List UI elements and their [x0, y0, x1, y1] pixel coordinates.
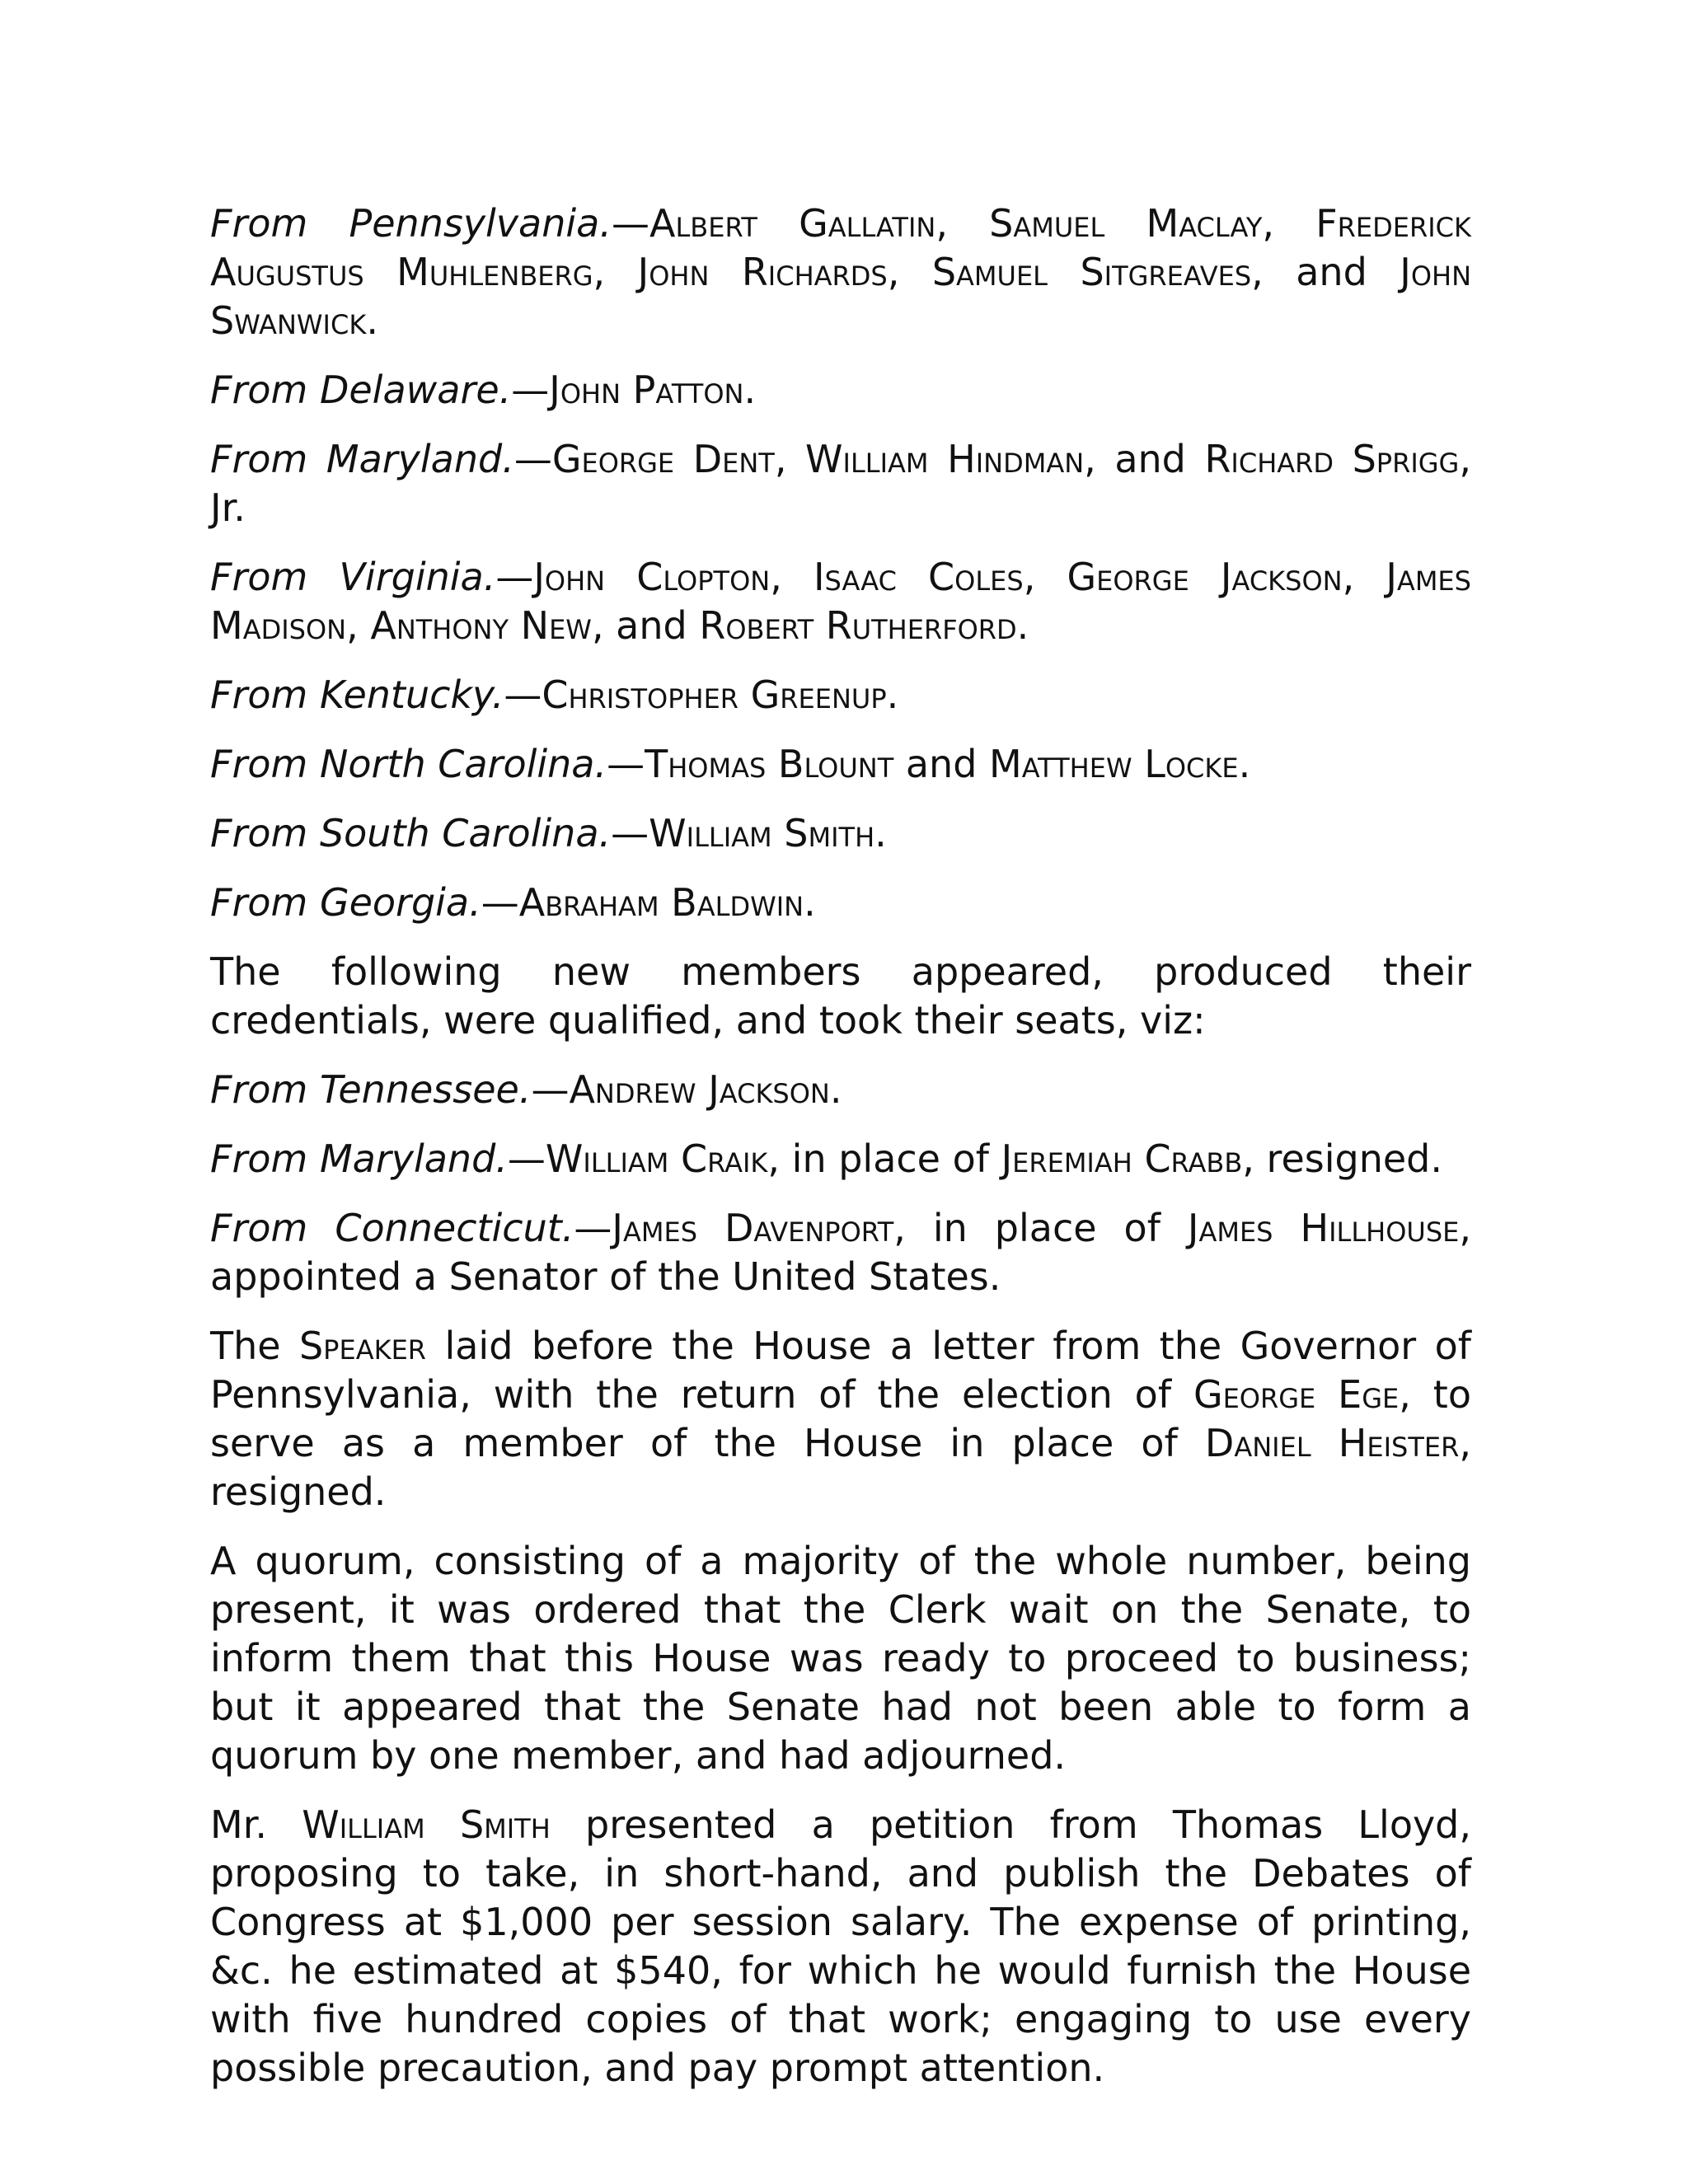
- paragraph: [210, 1135, 1471, 1183]
- body-text: —: [531, 1067, 570, 1112]
- paragraph: [210, 366, 1471, 415]
- body-text: .: [1016, 603, 1029, 648]
- person-name: William Smith: [649, 811, 875, 855]
- person-name: Jeremiah Crabb: [1001, 1137, 1243, 1181]
- body-text: The: [210, 1324, 299, 1368]
- body-text: —: [611, 201, 649, 246]
- body-text: , Jr.: [210, 437, 1471, 530]
- body-text: —: [504, 673, 542, 717]
- body-text: —: [481, 880, 519, 925]
- body-text: ,: [887, 250, 932, 294]
- body-text: ,: [770, 555, 814, 599]
- person-name: Christopher Greenup: [542, 673, 887, 717]
- body-text: ,: [346, 603, 371, 648]
- body-text: presented a petition from Thomas Lloyd, proposing to take, in short-hand, and publish the Debates of Congress at $1,000 per session salary. The expense of printing, &c. he estimated at $540, for which he would furnish the House with five hundred copies of that work; engaging to use every possible precaution, and pay prompt attention.: [210, 1802, 1472, 2090]
- state-heading: From South Carolina.: [210, 811, 612, 855]
- person-name: Thomas Blount: [645, 742, 894, 786]
- state-heading: From Virginia.: [210, 555, 496, 599]
- person-name: Anthony New: [370, 603, 592, 648]
- body-text: .: [874, 811, 887, 855]
- person-name: William Hindman: [805, 437, 1085, 481]
- body-text: —: [507, 1137, 546, 1181]
- body-text: , and: [1251, 250, 1400, 294]
- body-text: Mr.: [210, 1802, 302, 1847]
- person-name: James Hillhouse: [1187, 1206, 1460, 1250]
- person-name: Samuel Sitgreaves: [931, 250, 1252, 294]
- body-text: .: [743, 368, 757, 412]
- paragraph: [210, 1204, 1471, 1301]
- person-name: George Jackson: [1067, 555, 1343, 599]
- person-name: James Madison: [210, 555, 1471, 648]
- person-name: Matthew Locke: [989, 742, 1239, 786]
- body-text: , resigned.: [1242, 1137, 1442, 1181]
- paragraph: [210, 1537, 1471, 1780]
- body-text: , in place of: [767, 1137, 1001, 1181]
- state-heading: From Delaware.: [210, 368, 512, 412]
- paragraph: [210, 553, 1471, 650]
- paragraph: [210, 1801, 1471, 2093]
- body-text: The following new members appeared, produced their credentials, were qualified, and took their seats, viz:: [210, 949, 1471, 1043]
- body-text: ,: [1023, 555, 1067, 599]
- body-text: —: [511, 368, 550, 412]
- state-heading: From Pennsylvania.: [210, 201, 612, 246]
- document-body: [210, 199, 1471, 2113]
- body-text: ,: [1262, 201, 1316, 246]
- state-heading: From Maryland.: [210, 437, 514, 481]
- person-name: William Smith: [302, 1802, 551, 1847]
- person-name: William Craik: [545, 1137, 768, 1181]
- paragraph: [210, 671, 1471, 719]
- body-text: .: [829, 1067, 842, 1112]
- person-name: Daniel Heister: [1204, 1421, 1460, 1465]
- body-text: , in place of: [893, 1206, 1188, 1250]
- body-text: .: [804, 880, 816, 925]
- person-name: Frederick Augustus Muhlenberg: [210, 201, 1471, 294]
- paragraph: [210, 809, 1471, 858]
- body-text: , resigned.: [210, 1421, 1471, 1514]
- body-text: —: [607, 742, 645, 786]
- person-name: Andrew Jackson: [569, 1067, 830, 1112]
- body-text: , and: [591, 603, 700, 648]
- paragraph: [210, 1066, 1471, 1114]
- state-heading: From Connecticut.: [210, 1206, 574, 1250]
- body-text: ,: [935, 201, 990, 246]
- person-name: John Swanwick: [210, 250, 1472, 343]
- body-text: , and: [1084, 437, 1205, 481]
- state-heading: From North Carolina.: [210, 742, 607, 786]
- body-text: and: [893, 742, 990, 786]
- body-text: ,: [1342, 555, 1386, 599]
- person-name: Albert Gallatin: [649, 201, 936, 246]
- person-name: Abraham Baldwin: [518, 880, 804, 925]
- paragraph: [210, 879, 1471, 927]
- body-text: —: [513, 437, 552, 481]
- state-heading: From Tennessee.: [210, 1067, 532, 1112]
- person-name: John Richards: [637, 250, 888, 294]
- body-text: .: [886, 673, 899, 717]
- body-text: laid before the House a letter from the Governor of Pennsylvania, with the return of the election of: [210, 1324, 1471, 1417]
- state-heading: From Maryland.: [210, 1137, 508, 1181]
- person-name: John Patton: [549, 368, 744, 412]
- paragraph: [210, 1322, 1471, 1516]
- person-name: Samuel Maclay: [989, 201, 1263, 246]
- body-text: A quorum, consisting of a majority of the whole number, being present, it was ordered that the Clerk wait on the Senate, to inform them that this House was ready to proceed to business; but it appeared that the Senate had not been able to form a quorum by one member, and had adjourned.: [210, 1539, 1471, 1778]
- body-text: —: [574, 1206, 612, 1250]
- body-text: ,: [774, 437, 806, 481]
- body-text: ,: [593, 250, 638, 294]
- state-heading: From Kentucky.: [210, 673, 504, 717]
- paragraph: [210, 199, 1471, 345]
- person-name: George Dent: [551, 437, 775, 481]
- person-name: Robert Rutherford: [699, 603, 1017, 648]
- state-heading: From Georgia.: [210, 880, 481, 925]
- body-text: .: [1238, 742, 1251, 786]
- person-name: Isaac Coles: [813, 555, 1024, 599]
- body-text: , appointed a Senator of the United States.: [210, 1206, 1471, 1299]
- paragraph: [210, 948, 1471, 1045]
- person-name: George Ege: [1193, 1372, 1400, 1417]
- person-name: Speaker: [298, 1324, 427, 1368]
- paragraph: [210, 435, 1471, 532]
- body-text: .: [366, 298, 378, 343]
- paragraph: [210, 740, 1471, 789]
- body-text: , to serve as a member of the House in place of: [210, 1372, 1471, 1465]
- person-name: John Clopton: [533, 555, 771, 599]
- person-name: Richard Sprigg: [1204, 437, 1460, 481]
- body-text: —: [611, 811, 649, 855]
- body-text: —: [495, 555, 534, 599]
- person-name: James Davenport: [612, 1206, 894, 1250]
